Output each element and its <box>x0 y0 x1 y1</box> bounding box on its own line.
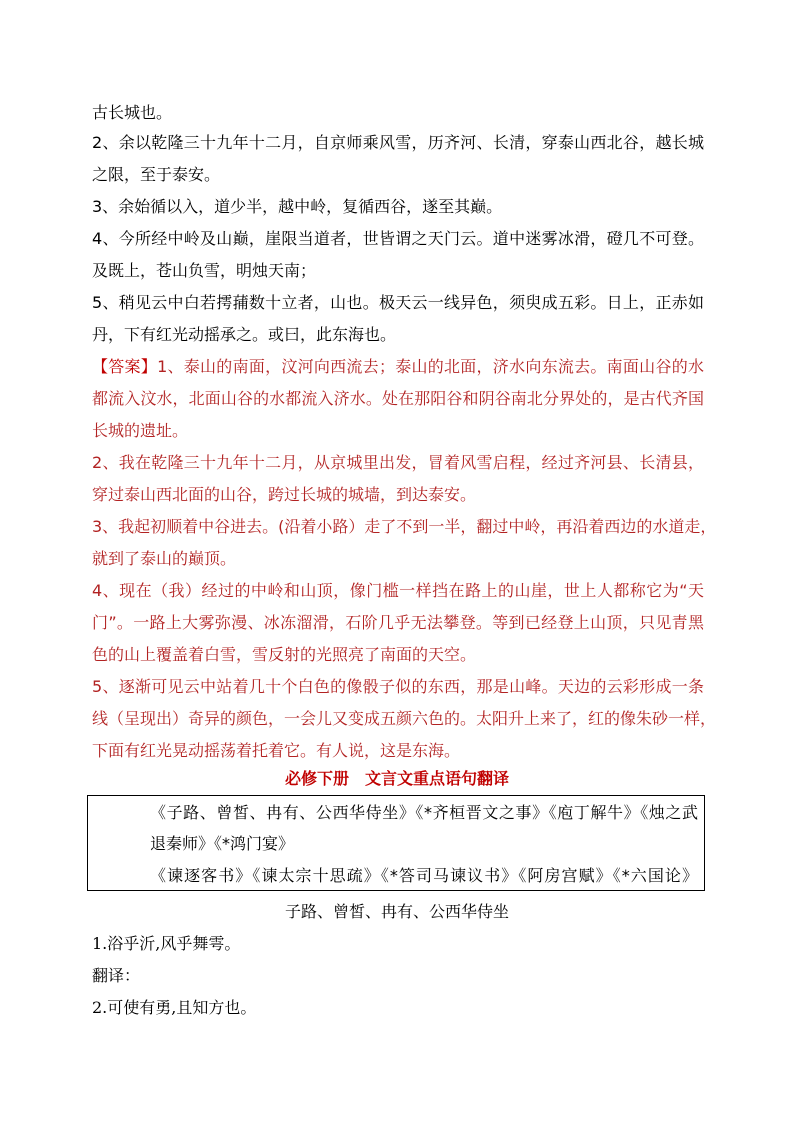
answer-line: 长城的遗址。 <box>92 421 189 440</box>
text-line: 古长城也。 <box>92 103 173 122</box>
answer-line: 都流入汶水，北面山谷的水都流入济水。处在那阳谷和阴谷南北分界处的，是古代齐国 <box>92 389 704 408</box>
list-item: 1.浴乎沂,风乎舞雩。 <box>92 934 241 953</box>
titles-line: 退秦师》《*鸿门宴》 <box>150 834 295 853</box>
text-line: 5、稍见云中白若摴蒱数十立者，山也。极天云一线异色，须臾成五彩。日上，正赤如 <box>92 293 704 312</box>
answer-line: 色的山上覆盖着白雪，雪反射的光照亮了南面的天空。 <box>92 645 477 664</box>
titles-line: 《子路、曾皙、冉有、公西华侍坐》《*齐桓晋文之事》《庖丁解牛》《烛之武 <box>150 803 698 822</box>
text-line: 2、余以乾隆三十九年十二月，自京师乘风雪，历齐河、长清，穿泰山西北谷，越长城 <box>92 133 704 152</box>
answer-line: 4、现在（我）经过的中岭和山顶，像门槛一样挡在路上的山崖，世上人都称它为“天 <box>92 581 704 600</box>
answer-line: 就到了泰山的巅顶。 <box>92 549 237 568</box>
titles-box <box>87 795 705 891</box>
text-line: 之限，至于泰安。 <box>92 165 221 184</box>
answer-line: 5、逐渐可见云中站着几十个白色的像骰子似的东西，那是山峰。天边的云彩形成一条 <box>92 677 704 696</box>
titles-line: 《谏逐客书》《谏太宗十思疏》《*答司马谏议书》《阿房宫赋》《*六国论》 <box>150 866 698 885</box>
section-heading: 必修下册 文言文重点语句翻译 <box>284 769 509 788</box>
text-line: 丹，下有红光动摇承之。或曰，此东海也。 <box>92 325 397 344</box>
text-line: 4、今所经中岭及山巅，崖限当道者，世皆谓之天门云。道中迷雾冰滑，磴几不可登。 <box>92 229 704 248</box>
answer-first-line <box>92 357 704 377</box>
answer-line: 线（呈现出）奇异的颜色，一会儿又变成五颜六色的。太阳升上来了，红的像朱砂一样， <box>92 709 717 728</box>
answer-line: 门”。一路上大雾弥漫、冰冻溜滑，石阶几乎无法攀登。等到已经登上山顶，只见青黑 <box>92 613 704 632</box>
answer-line: 3、我起初顺着中谷进去。(沿着小路）走了不到一半，翻过中岭，再沿着西边的水道走， <box>92 517 717 536</box>
subtitle: 子路、曾皙、冉有、公西华侍坐 <box>284 902 509 921</box>
text-line: 3、余始循以入，道少半，越中岭，复循西谷，遂至其巅。 <box>92 197 503 216</box>
answer-line: 穿过泰山西北面的山谷，跨过长城的城墙，到达泰安。 <box>92 485 477 504</box>
text-line: 及既上，苍山负雪，明烛天南； <box>92 261 317 280</box>
list-item: 2.可使有勇,且知方也。 <box>92 998 257 1017</box>
answer-line: 下面有红光晃动摇荡着托着它。有人说，这是东海。 <box>92 741 461 760</box>
translation-label: 翻译： <box>92 966 141 985</box>
answer-text: 1、泰山的南面，汶河向西流去；泰山的北面，济水向东流去。南面山谷的水 <box>157 357 704 376</box>
answer-tag: 【答案】 <box>92 357 158 376</box>
answer-line: 2、我在乾隆三十九年十二月，从京城里出发，冒着风雪启程，经过齐河县、长清县， <box>92 453 704 472</box>
